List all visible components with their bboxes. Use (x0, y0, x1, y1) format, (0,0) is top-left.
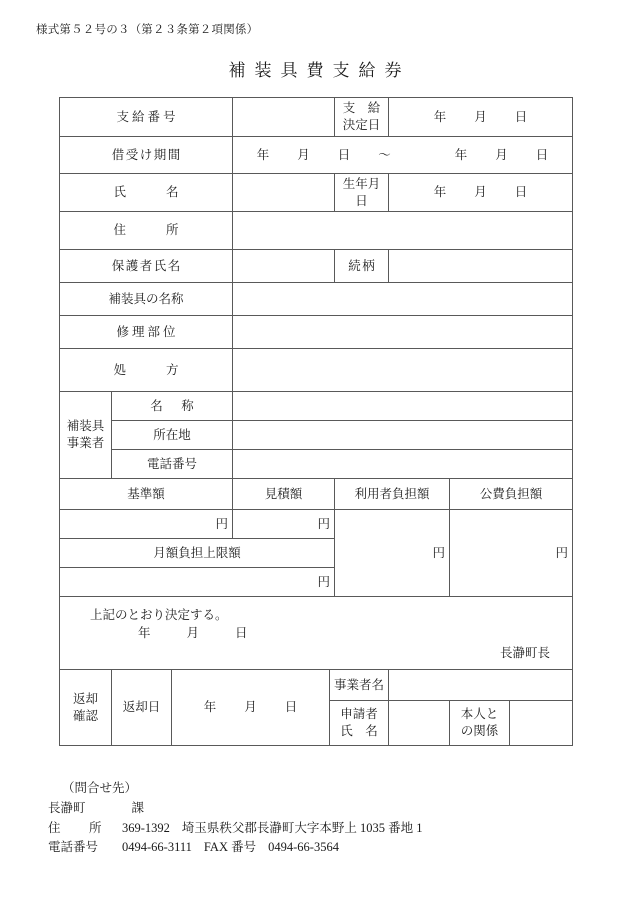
vendor-name2-label: 事業者名 (330, 670, 389, 701)
rental-from-day: 日 (337, 147, 351, 162)
decision-date-value[interactable] (389, 98, 573, 137)
vendor-label (60, 392, 112, 479)
decision-date-day: 日 (514, 109, 528, 124)
public-burden-label: 公費負担額 (450, 479, 573, 510)
table-row-amount-values (60, 510, 573, 539)
standard-amount-value[interactable] (60, 510, 233, 539)
vendor-address-value[interactable] (233, 421, 573, 450)
table-row-rental-period (60, 137, 573, 174)
table-row-guardian (60, 250, 573, 283)
benefit-voucher-table (59, 97, 573, 746)
monthly-cap-label: 月額負担上限額 (60, 539, 335, 568)
name-value[interactable] (233, 174, 335, 212)
decision-block-month: 月 (186, 626, 200, 640)
table-row-vendor-address (60, 421, 573, 450)
rental-tilde: ～ (378, 147, 391, 162)
vendor-tel-label: 電話番号 (112, 450, 233, 479)
decision-date[interactable] (138, 625, 248, 642)
table-row-repair-part (60, 316, 573, 349)
table-row-payment-number (60, 98, 573, 137)
rental-to-month: 月 (495, 147, 508, 162)
relation-label: 続柄 (335, 250, 389, 283)
birth-month: 月 (474, 185, 487, 200)
applicant-label (330, 701, 389, 746)
rental-from-year: 年 (256, 147, 270, 162)
vendor-tel-value[interactable] (233, 450, 573, 479)
return-confirm-label-line1: 返却 (72, 691, 98, 706)
relationship-label-line1: 本人と (460, 707, 499, 722)
vendor-name-value[interactable] (233, 392, 573, 421)
decision-date-month: 月 (474, 109, 487, 124)
birth-year: 年 (433, 185, 447, 200)
table-row-name (60, 174, 573, 212)
monthly-cap-yen: 円 (317, 574, 330, 589)
table-row-address (60, 212, 573, 250)
birth-day: 日 (514, 185, 528, 200)
standard-amount-yen: 円 (215, 516, 228, 531)
contact-town: 長瀞町 (48, 800, 86, 815)
prescription-value[interactable] (233, 349, 573, 392)
contact-address-label: 住 所 (48, 820, 110, 835)
vendor-name-label: 名 称 (112, 392, 233, 421)
return-date-label: 返却日 (112, 670, 172, 746)
device-name-value[interactable] (233, 283, 573, 316)
prescription-label: 処 方 (60, 349, 233, 392)
table-row-device-name (60, 283, 573, 316)
birthdate-value[interactable] (389, 174, 573, 212)
mayor-title: 長瀞町長 (500, 646, 551, 660)
contact-town-row (48, 799, 423, 819)
vendor-label-line2: 事業者 (66, 436, 105, 450)
estimate-amount-value[interactable] (233, 510, 335, 539)
decision-date-year: 年 (433, 109, 447, 124)
guardian-value[interactable] (233, 250, 335, 283)
device-name-label: 補装具の名称 (60, 283, 233, 316)
return-confirm-label (60, 670, 112, 746)
user-burden-yen: 円 (432, 545, 445, 560)
relationship-label-line2: の関係 (460, 724, 499, 738)
decision-block-day: 日 (235, 626, 248, 640)
decision-date-label-line1: 支 給 (342, 101, 381, 116)
user-burden-value[interactable] (335, 510, 450, 597)
contact-department: 課 (131, 800, 145, 815)
estimate-amount-label: 見積額 (233, 479, 335, 510)
contact-fax-value: 0494-66-3564 (268, 840, 339, 855)
rental-to-year: 年 (454, 147, 468, 162)
decision-block-year: 年 (138, 626, 151, 640)
relationship-label (450, 701, 510, 746)
relationship-value[interactable] (510, 701, 573, 746)
applicant-value[interactable] (389, 701, 450, 746)
address-value[interactable] (233, 212, 573, 250)
rental-period-value[interactable] (233, 137, 573, 174)
standard-amount-label: 基準額 (60, 479, 233, 510)
table-row-decision (60, 597, 573, 670)
return-confirm-label-line2: 確認 (72, 708, 98, 723)
address-label: 住 所 (60, 212, 233, 250)
guardian-label: 保護者氏名 (60, 250, 233, 283)
rental-to-day: 日 (535, 147, 549, 162)
public-burden-yen: 円 (555, 545, 569, 560)
name-label: 氏 名 (60, 174, 233, 212)
applicant-label-line2: 氏 名 (340, 724, 378, 738)
return-year: 年 (203, 700, 217, 715)
table-row-vendor-name (60, 392, 573, 421)
rental-period-label: 借受け期間 (60, 137, 233, 174)
monthly-cap-value[interactable] (60, 568, 335, 597)
payment-number-label: 支給番号 (60, 98, 233, 137)
page-title: 補装具費支給券 (228, 61, 411, 80)
form-number: 様式第５２号の３（第２３条第２項関係） (36, 24, 259, 36)
repair-part-label: 修理部位 (60, 316, 233, 349)
return-day: 日 (284, 700, 298, 715)
applicant-label-line1: 申請者 (340, 707, 378, 722)
decision-date-label-line2: 決定日 (342, 118, 381, 132)
decision-text: 上記のとおり決定する。 (90, 608, 228, 622)
contact-tel-label: 電話番号 (48, 840, 99, 855)
contact-address-row (48, 819, 423, 839)
table-row-prescription (60, 349, 573, 392)
table-row-return-vendor (60, 670, 573, 701)
contact-heading-text: （問合せ先） (62, 781, 138, 795)
contact-fax-label: FAX 番号 (203, 840, 257, 855)
repair-part-value[interactable] (233, 316, 573, 349)
public-burden-value[interactable] (450, 510, 573, 597)
return-month: 月 (244, 700, 257, 715)
table-row-amount-headers (60, 479, 573, 510)
contact-heading (48, 779, 423, 799)
rental-from-month: 月 (297, 147, 310, 162)
table-row-vendor-tel (60, 450, 573, 479)
return-date-value[interactable] (172, 670, 330, 746)
vendor-label-line1: 補装具 (66, 419, 105, 434)
contact-block (48, 779, 423, 858)
decision-date-label (335, 98, 389, 137)
vendor-address-label: 所在地 (112, 421, 233, 450)
relation-value[interactable] (389, 250, 573, 283)
user-burden-label: 利用者負担額 (335, 479, 450, 510)
vendor-name2-value[interactable] (389, 670, 573, 701)
payment-number-value[interactable] (233, 98, 335, 137)
contact-tel-row (48, 838, 423, 858)
contact-address-value: 埼玉県秩父郡長瀞町大字本野上 1035 番地 1 (181, 820, 423, 835)
decision-block (60, 597, 573, 670)
contact-postal-code: 369-1392 (122, 820, 170, 835)
estimate-amount-yen: 円 (317, 516, 330, 531)
birthdate-label: 生年月日 (335, 174, 389, 212)
contact-tel-value: 0494-66-3111 (122, 840, 192, 855)
